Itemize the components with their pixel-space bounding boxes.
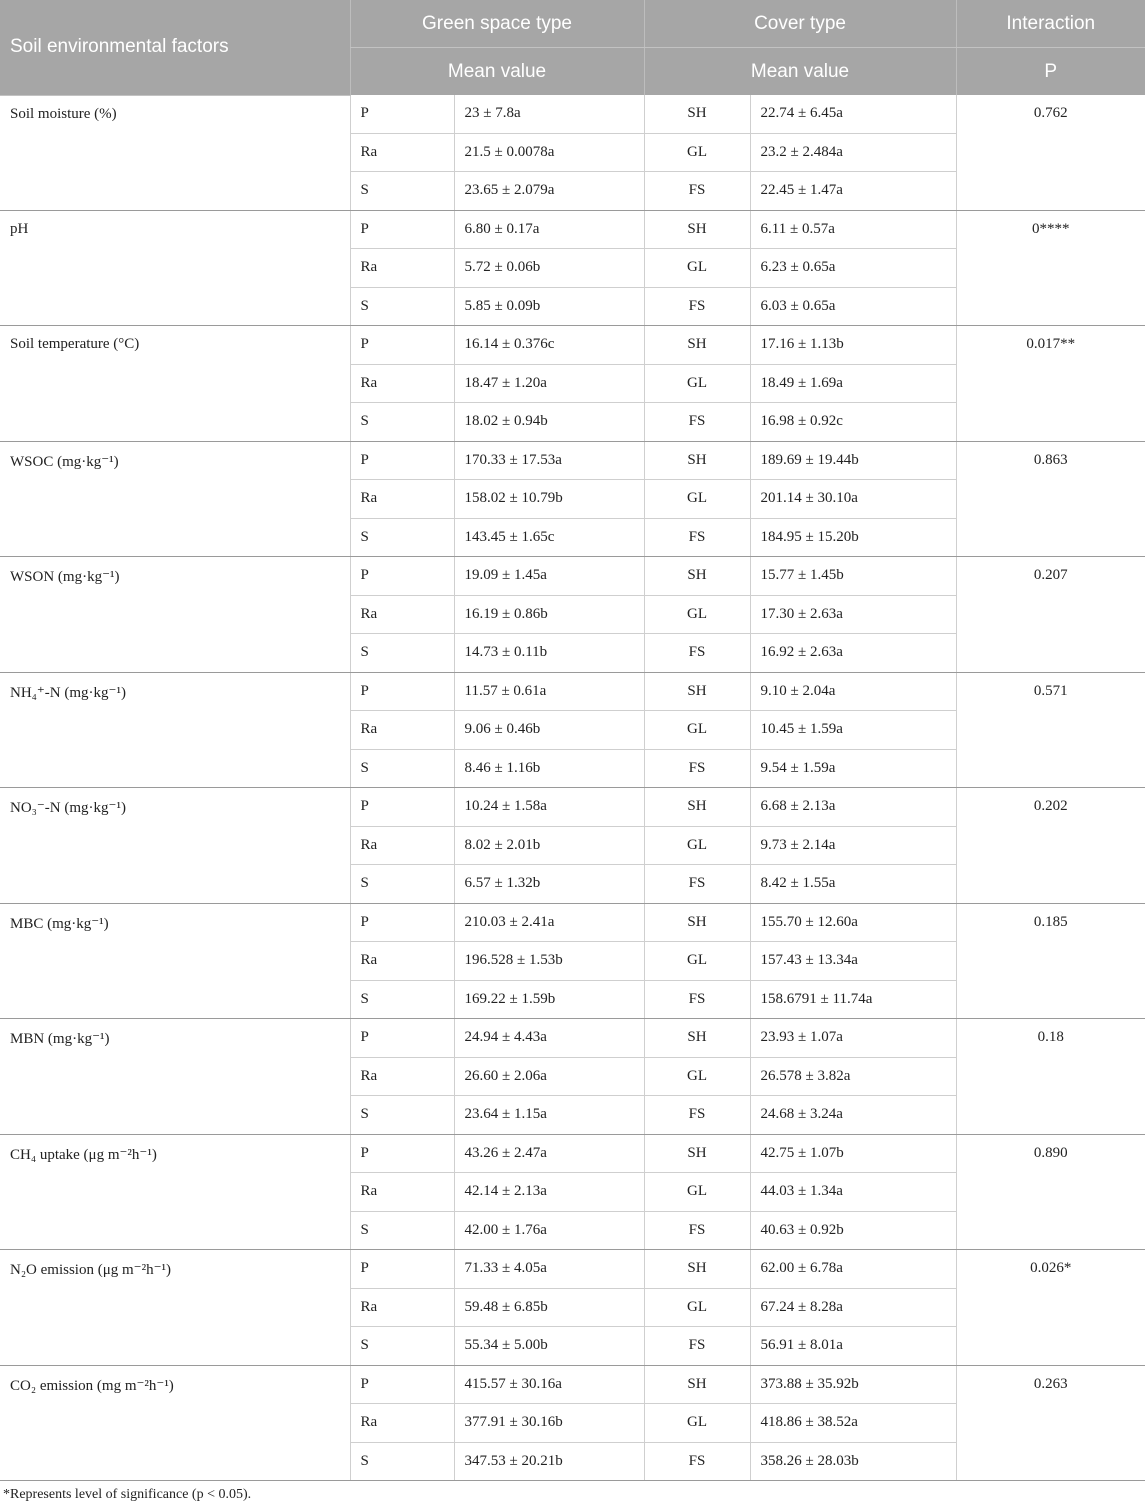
green-space-code: S	[350, 403, 454, 442]
green-space-code: S	[350, 1211, 454, 1250]
cover-type-code: FS	[644, 1327, 750, 1366]
factor-label: WSOC (mg·kg⁻¹)	[0, 441, 350, 557]
green-space-code: Ra	[350, 364, 454, 403]
cover-type-code: SH	[644, 1250, 750, 1289]
cover-type-code: GL	[644, 1404, 750, 1443]
green-space-mean: 9.06 ± 0.46b	[454, 711, 644, 750]
green-space-mean: 55.34 ± 5.00b	[454, 1327, 644, 1366]
cover-type-mean: 62.00 ± 6.78a	[750, 1250, 956, 1289]
cover-type-code: GL	[644, 595, 750, 634]
green-space-code: Ra	[350, 1173, 454, 1212]
green-space-code: S	[350, 1327, 454, 1366]
green-space-mean: 210.03 ± 2.41a	[454, 903, 644, 942]
cover-type-mean: 9.54 ± 1.59a	[750, 749, 956, 788]
green-space-code: P	[350, 903, 454, 942]
footnote: *Represents level of significance (p < 0.05).	[3, 1487, 252, 1502]
factor-label: CH₄ uptake (μg m⁻²h⁻¹)	[0, 1134, 350, 1250]
table-row	[0, 441, 1145, 480]
interaction-p-value: 0.026*	[956, 1250, 1145, 1366]
cover-type-mean: 158.6791 ± 11.74a	[750, 980, 956, 1019]
green-space-code: P	[350, 672, 454, 711]
cover-type-code: GL	[644, 1057, 750, 1096]
table-row	[0, 95, 1145, 133]
interaction-p-value: 0****	[956, 210, 1145, 326]
green-space-mean: 5.72 ± 0.06b	[454, 249, 644, 288]
cover-type-code: FS	[644, 865, 750, 904]
green-space-mean: 377.91 ± 30.16b	[454, 1404, 644, 1443]
header-soil-factors: Soil environmental factors	[0, 0, 350, 95]
cover-type-mean: 40.63 ± 0.92b	[750, 1211, 956, 1250]
cover-type-mean: 17.30 ± 2.63a	[750, 595, 956, 634]
factor-label: CO₂ emission (mg m⁻²h⁻¹)	[0, 1365, 350, 1481]
cover-type-mean: 16.92 ± 2.63a	[750, 634, 956, 673]
cover-type-mean: 10.45 ± 1.59a	[750, 711, 956, 750]
cover-type-code: SH	[644, 441, 750, 480]
green-space-code: P	[350, 788, 454, 827]
cover-type-code: FS	[644, 1211, 750, 1250]
cover-type-code: GL	[644, 711, 750, 750]
cover-type-mean: 23.93 ± 1.07a	[750, 1019, 956, 1058]
cover-type-code: GL	[644, 364, 750, 403]
green-space-code: S	[350, 1096, 454, 1135]
cover-type-code: FS	[644, 172, 750, 211]
factor-label: NH₄⁺-N (mg·kg⁻¹)	[0, 672, 350, 788]
interaction-p-value: 0.263	[956, 1365, 1145, 1481]
table-row	[0, 903, 1145, 942]
green-space-mean: 143.45 ± 1.65c	[454, 518, 644, 557]
green-space-mean: 71.33 ± 4.05a	[454, 1250, 644, 1289]
factor-label: MBN (mg·kg⁻¹)	[0, 1019, 350, 1135]
cover-type-mean: 22.45 ± 1.47a	[750, 172, 956, 211]
cover-type-mean: 358.26 ± 28.03b	[750, 1442, 956, 1481]
green-space-code: P	[350, 557, 454, 596]
green-space-code: S	[350, 634, 454, 673]
table-row	[0, 788, 1145, 827]
green-space-code: P	[350, 210, 454, 249]
header-interaction: Interaction	[956, 0, 1145, 48]
cover-type-code: FS	[644, 1096, 750, 1135]
cover-type-code: SH	[644, 903, 750, 942]
green-space-code: S	[350, 865, 454, 904]
cover-type-code: FS	[644, 980, 750, 1019]
green-space-code: Ra	[350, 133, 454, 172]
cover-type-mean: 157.43 ± 13.34a	[750, 942, 956, 981]
factor-label: Soil moisture (%)	[0, 95, 350, 210]
table-row	[0, 210, 1145, 249]
green-space-mean: 169.22 ± 1.59b	[454, 980, 644, 1019]
cover-type-code: SH	[644, 788, 750, 827]
cover-type-mean: 42.75 ± 1.07b	[750, 1134, 956, 1173]
green-space-mean: 42.00 ± 1.76a	[454, 1211, 644, 1250]
cover-type-mean: 23.2 ± 2.484a	[750, 133, 956, 172]
cover-type-mean: 18.49 ± 1.69a	[750, 364, 956, 403]
cover-type-code: GL	[644, 826, 750, 865]
table-row	[0, 1250, 1145, 1289]
table-row	[0, 1365, 1145, 1404]
factor-label: pH	[0, 210, 350, 326]
cover-type-mean: 26.578 ± 3.82a	[750, 1057, 956, 1096]
cover-type-code: FS	[644, 749, 750, 788]
subheader-interaction-p: P	[956, 48, 1145, 96]
cover-type-mean: 44.03 ± 1.34a	[750, 1173, 956, 1212]
green-space-code: P	[350, 1019, 454, 1058]
cover-type-mean: 56.91 ± 8.01a	[750, 1327, 956, 1366]
green-space-mean: 26.60 ± 2.06a	[454, 1057, 644, 1096]
green-space-code: P	[350, 1134, 454, 1173]
green-space-code: Ra	[350, 1288, 454, 1327]
cover-type-code: SH	[644, 672, 750, 711]
table-row	[0, 1019, 1145, 1058]
green-space-mean: 19.09 ± 1.45a	[454, 557, 644, 596]
cover-type-mean: 184.95 ± 15.20b	[750, 518, 956, 557]
cover-type-mean: 24.68 ± 3.24a	[750, 1096, 956, 1135]
cover-type-mean: 6.68 ± 2.13a	[750, 788, 956, 827]
cover-type-mean: 189.69 ± 19.44b	[750, 441, 956, 480]
table-row	[0, 1134, 1145, 1173]
green-space-mean: 158.02 ± 10.79b	[454, 480, 644, 519]
cover-type-mean: 6.11 ± 0.57a	[750, 210, 956, 249]
green-space-code: Ra	[350, 826, 454, 865]
cover-type-code: FS	[644, 634, 750, 673]
cover-type-mean: 22.74 ± 6.45a	[750, 95, 956, 133]
green-space-code: S	[350, 1442, 454, 1481]
green-space-mean: 14.73 ± 0.11b	[454, 634, 644, 673]
green-space-mean: 170.33 ± 17.53a	[454, 441, 644, 480]
green-space-mean: 16.19 ± 0.86b	[454, 595, 644, 634]
table-row	[0, 672, 1145, 711]
cover-type-code: FS	[644, 403, 750, 442]
cover-type-code: FS	[644, 287, 750, 326]
factor-label: NO₃⁻-N (mg·kg⁻¹)	[0, 788, 350, 904]
cover-type-mean: 67.24 ± 8.28a	[750, 1288, 956, 1327]
green-space-mean: 10.24 ± 1.58a	[454, 788, 644, 827]
green-space-code: P	[350, 326, 454, 365]
factor-label: Soil temperature (°C)	[0, 326, 350, 442]
green-space-mean: 16.14 ± 0.376c	[454, 326, 644, 365]
cover-type-mean: 16.98 ± 0.92c	[750, 403, 956, 442]
cover-type-mean: 9.73 ± 2.14a	[750, 826, 956, 865]
green-space-mean: 6.80 ± 0.17a	[454, 210, 644, 249]
cover-type-mean: 155.70 ± 12.60a	[750, 903, 956, 942]
cover-type-code: SH	[644, 1365, 750, 1404]
cover-type-code: SH	[644, 1019, 750, 1058]
green-space-code: P	[350, 441, 454, 480]
green-space-mean: 18.47 ± 1.20a	[454, 364, 644, 403]
cover-type-mean: 373.88 ± 35.92b	[750, 1365, 956, 1404]
green-space-code: Ra	[350, 711, 454, 750]
interaction-p-value: 0.863	[956, 441, 1145, 557]
green-space-code: P	[350, 1365, 454, 1404]
green-space-code: Ra	[350, 595, 454, 634]
green-space-mean: 18.02 ± 0.94b	[454, 403, 644, 442]
green-space-code: P	[350, 1250, 454, 1289]
green-space-mean: 23.65 ± 2.079a	[454, 172, 644, 211]
green-space-mean: 43.26 ± 2.47a	[454, 1134, 644, 1173]
cover-type-mean: 9.10 ± 2.04a	[750, 672, 956, 711]
interaction-p-value: 0.202	[956, 788, 1145, 904]
cover-type-code: SH	[644, 1134, 750, 1173]
cover-type-mean: 17.16 ± 1.13b	[750, 326, 956, 365]
green-space-code: Ra	[350, 480, 454, 519]
interaction-p-value: 0.18	[956, 1019, 1145, 1135]
interaction-p-value: 0.890	[956, 1134, 1145, 1250]
table-header	[0, 0, 1145, 95]
green-space-mean: 42.14 ± 2.13a	[454, 1173, 644, 1212]
header-cover-type: Cover type	[644, 0, 956, 48]
header-green-space-type: Green space type	[350, 0, 644, 48]
green-space-mean: 5.85 ± 0.09b	[454, 287, 644, 326]
factor-label: MBC (mg·kg⁻¹)	[0, 903, 350, 1019]
cover-type-mean: 6.03 ± 0.65a	[750, 287, 956, 326]
interaction-p-value: 0.207	[956, 557, 1145, 673]
green-space-code: P	[350, 95, 454, 133]
green-space-code: Ra	[350, 1404, 454, 1443]
green-space-mean: 196.528 ± 1.53b	[454, 942, 644, 981]
table-body	[0, 95, 1145, 1481]
cover-type-code: SH	[644, 210, 750, 249]
cover-type-code: FS	[644, 518, 750, 557]
green-space-code: S	[350, 172, 454, 211]
green-space-code: S	[350, 980, 454, 1019]
subheader-green-mean-value: Mean value	[350, 48, 644, 96]
interaction-p-value: 0.185	[956, 903, 1145, 1019]
cover-type-code: GL	[644, 249, 750, 288]
cover-type-code: GL	[644, 1288, 750, 1327]
green-space-mean: 415.57 ± 30.16a	[454, 1365, 644, 1404]
cover-type-code: GL	[644, 1173, 750, 1212]
cover-type-mean: 418.86 ± 38.52a	[750, 1404, 956, 1443]
cover-type-code: GL	[644, 133, 750, 172]
green-space-mean: 11.57 ± 0.61a	[454, 672, 644, 711]
interaction-p-value: 0.762	[956, 95, 1145, 210]
green-space-code: Ra	[350, 249, 454, 288]
green-space-mean: 23.64 ± 1.15a	[454, 1096, 644, 1135]
factor-label: WSON (mg·kg⁻¹)	[0, 557, 350, 673]
green-space-mean: 23 ± 7.8a	[454, 95, 644, 133]
green-space-mean: 21.5 ± 0.0078a	[454, 133, 644, 172]
cover-type-mean: 6.23 ± 0.65a	[750, 249, 956, 288]
cover-type-mean: 8.42 ± 1.55a	[750, 865, 956, 904]
cover-type-code: GL	[644, 942, 750, 981]
interaction-p-value: 0.571	[956, 672, 1145, 788]
green-space-mean: 59.48 ± 6.85b	[454, 1288, 644, 1327]
cover-type-mean: 201.14 ± 30.10a	[750, 480, 956, 519]
cover-type-mean: 15.77 ± 1.45b	[750, 557, 956, 596]
green-space-code: Ra	[350, 942, 454, 981]
green-space-code: S	[350, 518, 454, 557]
green-space-mean: 347.53 ± 20.21b	[454, 1442, 644, 1481]
table-row	[0, 326, 1145, 365]
green-space-mean: 6.57 ± 1.32b	[454, 865, 644, 904]
interaction-p-value: 0.017**	[956, 326, 1145, 442]
cover-type-code: SH	[644, 95, 750, 133]
green-space-mean: 8.46 ± 1.16b	[454, 749, 644, 788]
table-row	[0, 557, 1145, 596]
green-space-code: S	[350, 749, 454, 788]
cover-type-code: FS	[644, 1442, 750, 1481]
green-space-code: S	[350, 287, 454, 326]
subheader-cover-mean-value: Mean value	[644, 48, 956, 96]
green-space-code: Ra	[350, 1057, 454, 1096]
cover-type-code: SH	[644, 326, 750, 365]
cover-type-code: GL	[644, 480, 750, 519]
green-space-mean: 24.94 ± 4.43a	[454, 1019, 644, 1058]
green-space-mean: 8.02 ± 2.01b	[454, 826, 644, 865]
cover-type-code: SH	[644, 557, 750, 596]
factor-label: N₂O emission (μg m⁻²h⁻¹)	[0, 1250, 350, 1366]
